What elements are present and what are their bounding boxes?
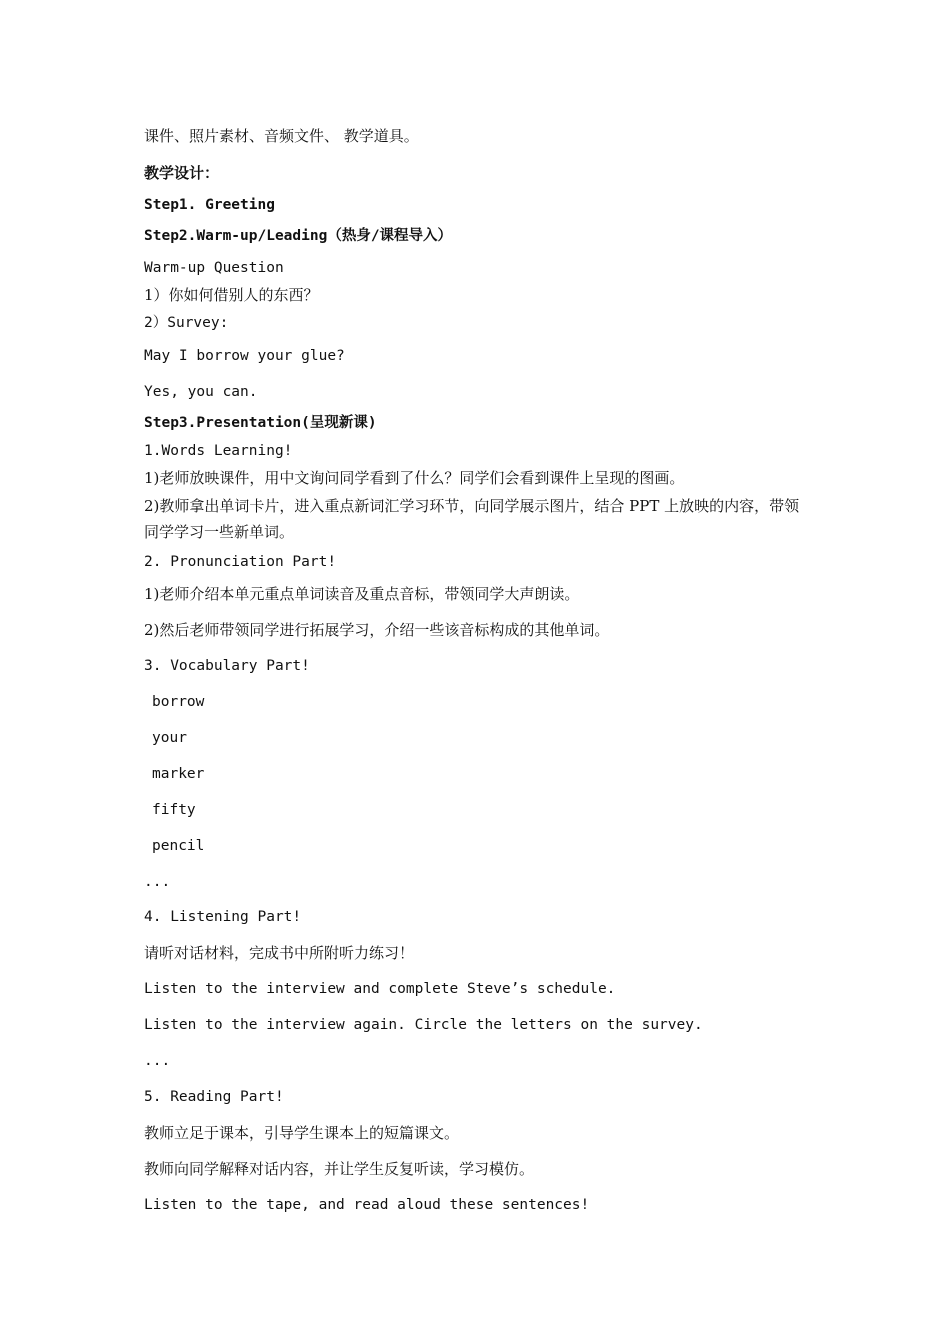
design-heading: 教学设计：: [144, 164, 220, 182]
reading-step-1: 教师立足于课本，引导学生课本上的短篇课文。: [144, 1124, 460, 1142]
reading-step-2: 教师向同学解释对话内容，并让学生反复听读，学习模仿。: [144, 1160, 535, 1178]
warmup-question-title: Warm-up Question: [144, 260, 284, 276]
materials-line: 课件、照片素材、音频文件、 教学道具。: [144, 127, 419, 145]
question-2: 2）Survey:: [144, 315, 229, 331]
ellipsis: ...: [144, 1053, 171, 1069]
reading-title: 5. Reading Part!: [144, 1089, 284, 1105]
listening-task-2: Listen to the interview again. Circle the letters on the survey.: [144, 1017, 703, 1033]
pronunciation-title: 2. Pronunciation Part!: [144, 554, 337, 570]
vocab-word: borrow: [152, 694, 205, 710]
vocab-word: fifty: [152, 802, 196, 818]
words-step-2: 2)教师拿出单词卡片，进入重点新词汇学习环节，向同学展示图片，结合 PPT 上放映的内容，带领同学学习一些新单词。: [144, 497, 800, 541]
pronunciation-step-1: 1)老师介绍本单元重点单词读音及重点音标，带领同学大声朗读。: [144, 585, 580, 603]
step1-heading: Step1. Greeting: [144, 197, 275, 213]
words-learning-title: 1.Words Learning!: [144, 443, 293, 459]
listening-instruction-cn: 请听对话材料，完成书中所附听力练习！: [144, 944, 415, 962]
pronunciation-step-2: 2)然后老师带领同学进行拓展学习，介绍一些该音标构成的其他单词。: [144, 621, 610, 639]
reading-step-3: Listen to the tape, and read aloud these sentences!: [144, 1197, 590, 1213]
survey-answer: Yes, you can.: [144, 384, 258, 400]
survey-question: May I borrow your glue?: [144, 348, 345, 364]
vocabulary-title: 3. Vocabulary Part!: [144, 658, 310, 674]
words-step-1: 1)老师放映课件，用中文询问同学看到了什么？同学们会看到课件上呈现的图画。: [144, 469, 685, 487]
listening-task-1: Listen to the interview and complete Steve’s schedule.: [144, 981, 616, 997]
vocab-word: pencil: [152, 838, 205, 854]
step2-heading: Step2.Warm-up/Leading（热身/课程导入）: [144, 228, 453, 244]
listening-title: 4. Listening Part!: [144, 909, 302, 925]
ellipsis: ...: [144, 874, 171, 890]
question-1: 1）你如何借别人的东西？: [144, 286, 319, 304]
vocab-word: your: [152, 730, 187, 746]
step3-heading: Step3.Presentation(呈现新课): [144, 415, 377, 431]
vocab-word: marker: [152, 766, 205, 782]
